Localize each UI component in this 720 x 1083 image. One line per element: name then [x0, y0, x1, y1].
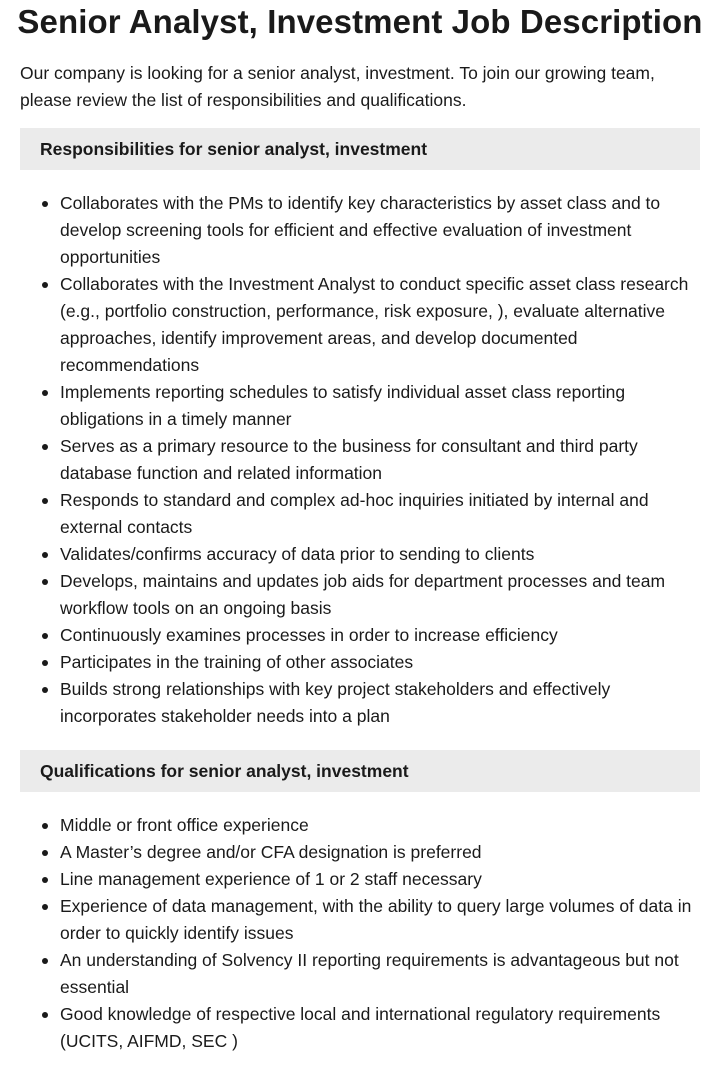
qualification-item: Line management experience of 1 or 2 staff necessary — [20, 866, 700, 893]
responsibility-item: Implements reporting schedules to satisfy individual asset class reporting obligations in a timely manner — [20, 379, 700, 433]
responsibility-item: Responds to standard and complex ad-hoc inquiries initiated by internal and external contacts — [20, 487, 700, 541]
qualification-item: Good knowledge of respective local and international regulatory requirements (UCITS, AIFMD, SEC ) — [20, 1001, 700, 1055]
responsibility-item: Builds strong relationships with key project stakeholders and effectively incorporates stakeholder needs into a plan — [20, 676, 700, 730]
intro-paragraph: Our company is looking for a senior analyst, investment. To join our growing team, please review the list of responsibilities and qualifications. — [20, 63, 655, 110]
qualification-item: A Master’s degree and/or CFA designation is preferred — [20, 839, 700, 866]
responsibilities-heading: Responsibilities for senior analyst, investment — [20, 128, 700, 170]
responsibility-item: Develops, maintains and updates job aids for department processes and team workflow tools on an ongoing basis — [20, 568, 700, 622]
responsibility-item: Serves as a primary resource to the business for consultant and third party database function and related information — [20, 433, 700, 487]
qualification-item: Experience of data management, with the ability to query large volumes of data in order to quickly identify issues — [20, 893, 700, 947]
qualification-item: An understanding of Solvency II reporting requirements is advantageous but not essential — [20, 947, 700, 1001]
responsibility-item: Collaborates with the PMs to identify key characteristics by asset class and to develop screening tools for efficient and effective evaluation of investment opportunities — [20, 190, 700, 271]
responsibility-item: Continuously examines processes in order to increase efficiency — [20, 622, 700, 649]
responsibility-item: Validates/confirms accuracy of data prior to sending to clients — [20, 541, 700, 568]
page-title: Senior Analyst, Investment Job Description — [17, 3, 703, 40]
responsibility-item: Collaborates with the Investment Analyst to conduct specific asset class research (e.g., portfolio construction, performance, risk exposure, ), evaluate alternative approaches, identify improvement areas, and develop documented recommendations — [20, 271, 700, 379]
qualifications-heading: Qualifications for senior analyst, investment — [20, 750, 700, 792]
responsibilities-list — [20, 190, 700, 730]
qualifications-list — [20, 812, 700, 1055]
responsibility-item: Participates in the training of other associates — [20, 649, 700, 676]
qualification-item: Middle or front office experience — [20, 812, 700, 839]
